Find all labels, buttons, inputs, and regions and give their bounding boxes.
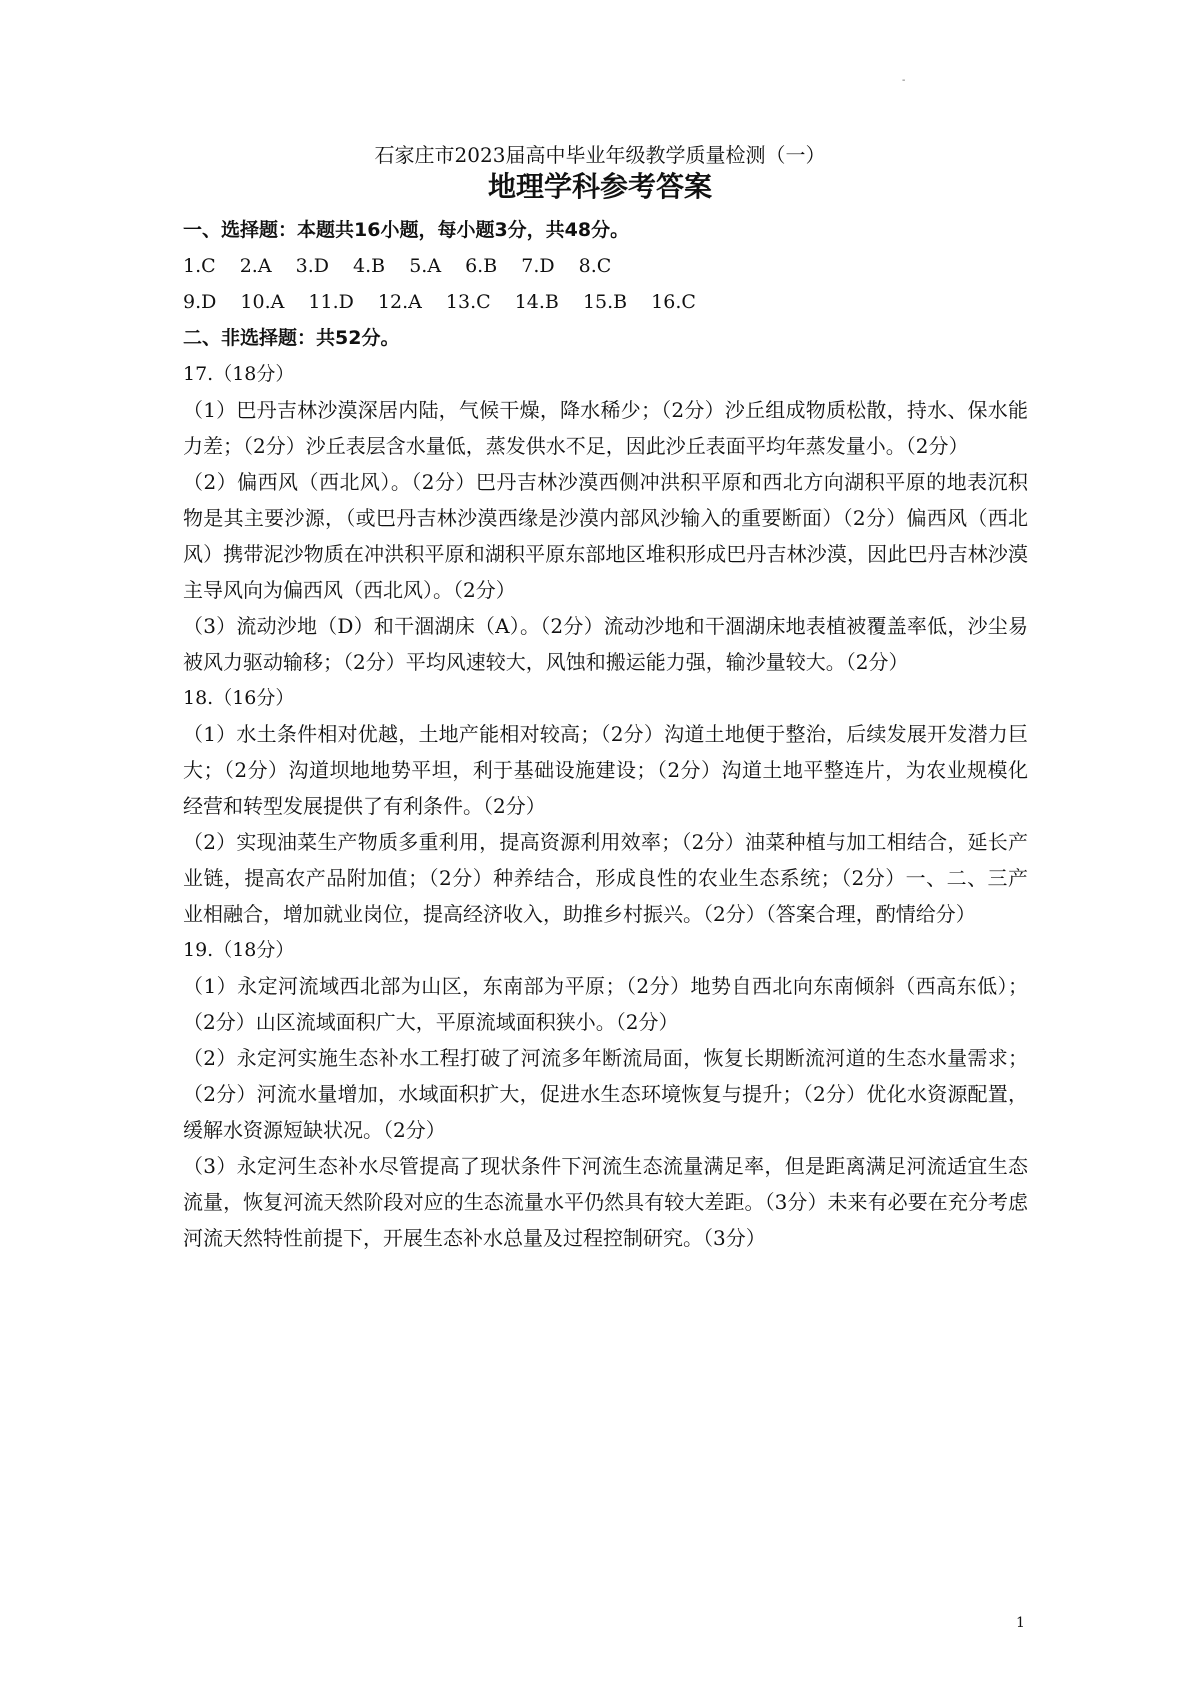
answer-item: 16.C — [651, 291, 696, 313]
choice-answers-row-1 — [183, 248, 1028, 284]
answer-item: 11.D — [308, 291, 354, 313]
page-number: 1 — [1016, 1615, 1025, 1631]
question-19-heading: 19.（18分） — [183, 939, 295, 961]
question-19-part-2: （2）永定河实施生态补水工程打破了河流多年断流局面，恢复长期断流河道的生态水量需求；（2分）河流水量增加，水域面积扩大，促进水生态环境恢复与提升；（2分）优化水资源配置，缓解水资源短缺状况。（2分） — [183, 1046, 1028, 1142]
answer-item: 1.C — [183, 255, 216, 277]
question-17-part-2: （2）偏西风（西北风）。（2分）巴丹吉林沙漠西侧冲洪积平原和西北方向湖积平原的地表沉积物是其主要沙源，（或巴丹吉林沙漠西缘是沙漠内部风沙输入的重要断面）（2分）偏西风（西北风）携带泥沙物质在冲洪积平原和湖积平原东部地区堆积形成巴丹吉林沙漠，因此巴丹吉林沙漠主导风向为偏西风（西北风）。（2分） — [183, 470, 1028, 602]
answer-item: 9.D — [183, 291, 217, 313]
document-title: 地理学科参考答案 — [487, 170, 712, 203]
choice-section-heading: 一、选择题：本题共16小题，每小题3分，共48分。 — [183, 219, 630, 241]
non-choice-section-heading: 二、非选择题：共52分。 — [183, 327, 400, 349]
answer-item: 4.B — [353, 255, 386, 277]
question-17-part-3: （3）流动沙地（D）和干涸湖床（A）。（2分）流动沙地和干涸湖床地表植被覆盖率低，沙尘易被风力驱动输移；（2分）平均风速较大，风蚀和搬运能力强，输沙量较大。（2分） — [183, 614, 1028, 674]
answer-content — [183, 212, 1028, 1256]
answer-item: 14.B — [514, 291, 559, 313]
question-18-heading: 18.（16分） — [183, 687, 295, 709]
answer-item: 10.A — [240, 291, 285, 313]
question-18-part-2: （2）实现油菜生产物质多重利用，提高资源利用效率；（2分）油菜种植与加工相结合，延长产业链，提高农产品附加值；（2分）种养结合，形成良性的农业生态系统；（2分）一、二、三产业相融合，增加就业岗位，提高经济收入，助推乡村振兴。（2分）（答案合理，酌情给分） — [183, 830, 1028, 926]
question-19-part-1: （1）永定河流域西北部为山区，东南部为平原；（2分）地势自西北向东南倾斜（西高东低）；（2分）山区流域面积广大，平原流域面积狭小。（2分） — [183, 974, 1028, 1034]
answer-item: 3.D — [295, 255, 329, 277]
question-18-part-1: （1）水土条件相对优越，土地产能相对较高；（2分）沟道土地便于整治，后续发展开发潜力巨大；（2分）沟道坝地地势平坦，利于基础设施建设；（2分）沟道土地平整连片，为农业规模化经营和转型发展提供了有利条件。（2分） — [183, 722, 1028, 818]
choice-answers-row-2 — [183, 284, 1028, 320]
answer-item: 7.D — [521, 255, 555, 277]
answer-item: 13.C — [445, 291, 491, 313]
top-mark: - — [902, 75, 906, 86]
answer-item: 6.B — [465, 255, 498, 277]
exam-title: 石家庄市2023届高中毕业年级教学质量检测（一） — [374, 143, 826, 167]
question-19-part-3: （3）永定河生态补水尽管提高了现状条件下河流生态流量满足率，但是距离满足河流适宜生态流量，恢复河流天然阶段对应的生态流量水平仍然具有较大差距。（3分）未来有必要在充分考虑河流天然特性前提下，开展生态补水总量及过程控制研究。（3分） — [183, 1154, 1028, 1250]
answer-item: 8.C — [578, 255, 612, 277]
question-17-part-1: （1）巴丹吉林沙漠深居内陆，气候干燥，降水稀少；（2分）沙丘组成物质松散，持水、保水能力差；（2分）沙丘表层含水量低，蒸发供水不足，因此沙丘表面平均年蒸发量小。（2分） — [183, 398, 1028, 458]
answer-item: 12.A — [377, 291, 422, 313]
answer-item: 5.A — [409, 255, 442, 277]
question-17-heading: 17.（18分） — [183, 363, 295, 385]
answer-item: 2.A — [239, 255, 272, 277]
answer-item: 15.B — [582, 291, 628, 313]
